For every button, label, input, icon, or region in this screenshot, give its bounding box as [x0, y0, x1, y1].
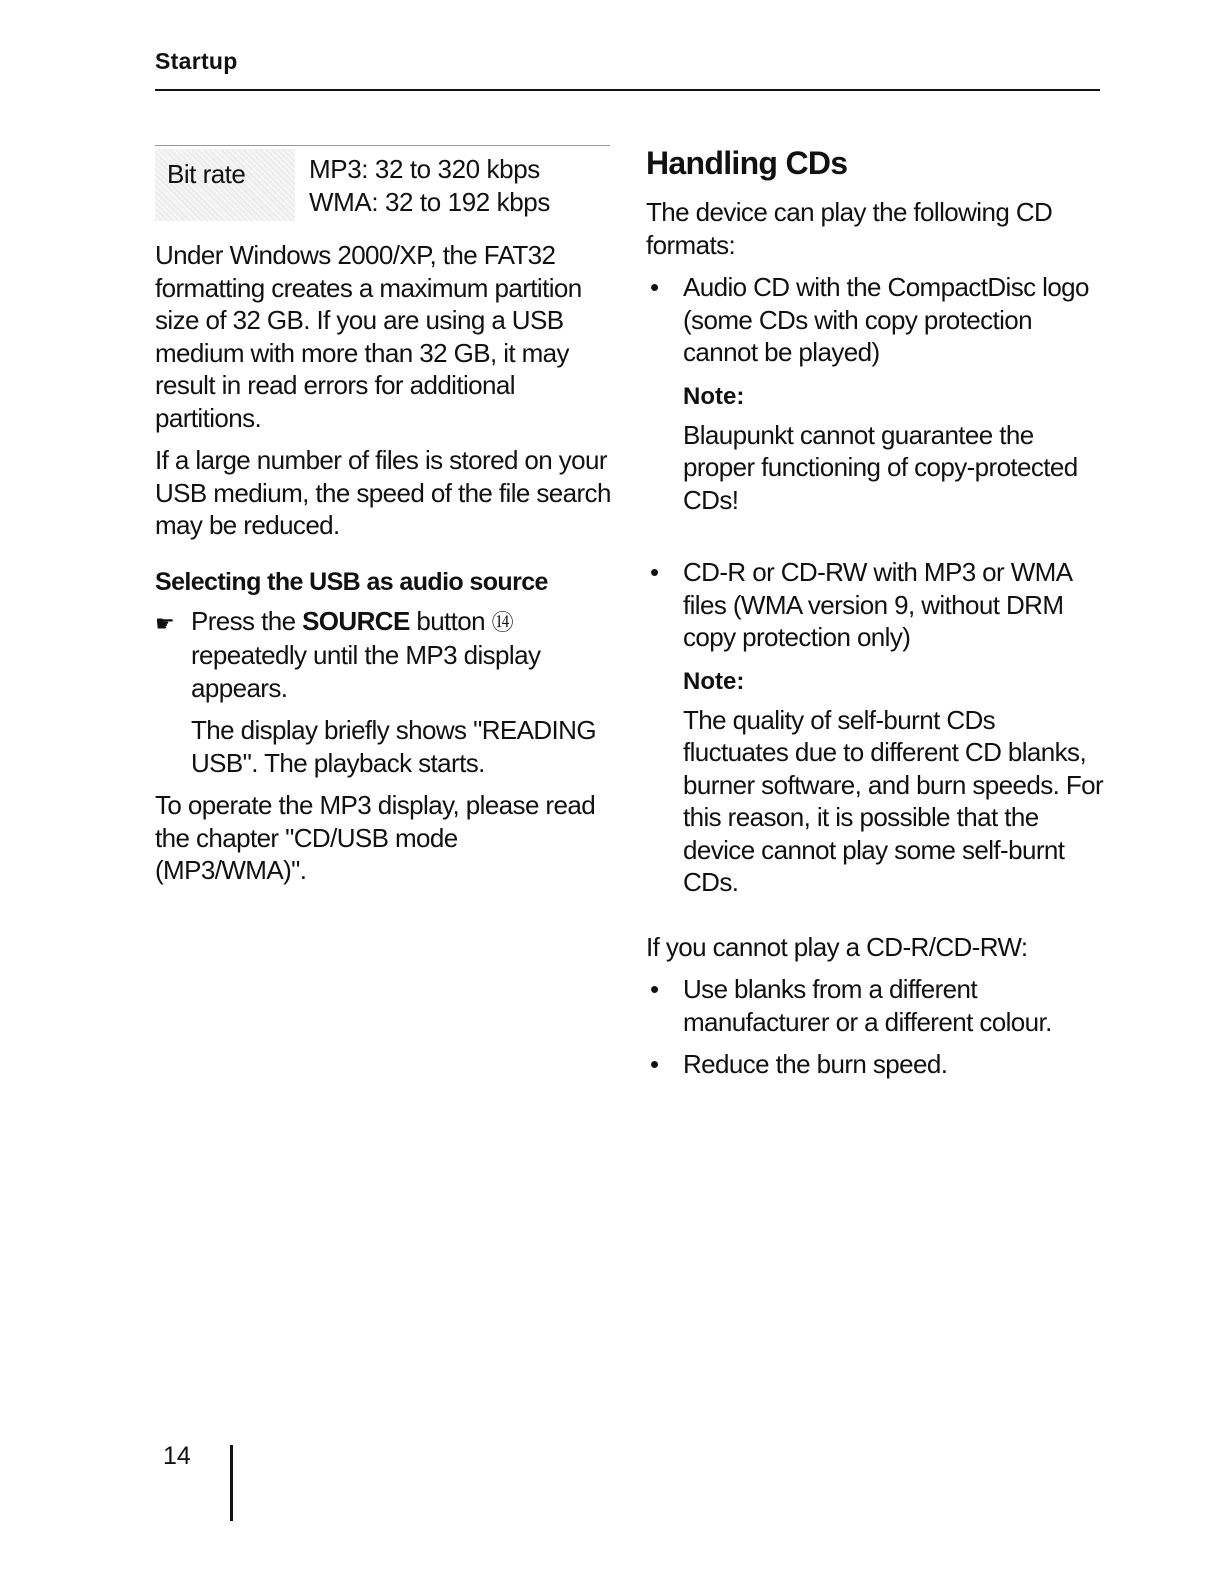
source-button-label: SOURCE [302, 605, 410, 636]
file-search-paragraph: If a large number of files is stored on your USB medium, the speed of the file search may be reduced. [155, 445, 611, 540]
bullet-icon: • [650, 974, 659, 1004]
pointing-hand-icon: ☛ [155, 610, 175, 636]
note-title: Note: [683, 667, 745, 695]
note-title: Note: [683, 382, 745, 410]
bitrate-values [309, 153, 550, 219]
bitrate-label-cell [155, 149, 295, 221]
handling-cds-heading: Handling CDs [646, 145, 848, 181]
action-prefix: Press the [191, 605, 296, 636]
usb-source-subheading: Selecting the USB as audio source [155, 567, 548, 596]
action-result: The display briefly shows "READING USB". The playback starts. [191, 715, 596, 778]
formats-intro: The device can play the following CD formats: [646, 197, 1053, 260]
audio-cd-item: Audio CD with the CompactDisc logo (some CDs with copy protection cannot be played) [683, 272, 1089, 367]
if-cannot-play: If you cannot play a CD-R/CD-RW: [646, 931, 1028, 962]
note-text: The quality of self-burnt CDs fluctuates due to different CD blanks, burner software, and burn speeds. For this reason, it is possible that the device cannot play some self-burnt CDs. [683, 704, 1104, 897]
section-title: Startup [155, 48, 238, 74]
control-number-14: ⑭ [491, 609, 514, 635]
page-number: 14 [163, 1442, 191, 1470]
list-item [646, 271, 1104, 369]
action-step [155, 605, 615, 705]
page-number-rule [230, 1445, 233, 1521]
bitrate-label: Bit rate [167, 159, 246, 189]
bitrate-mp3: MP3: 32 to 320 kbps [309, 154, 540, 184]
cdr-item: CD-R or CD-RW with MP3 or WMA files (WMA version 9, without DRM copy protection only) [683, 557, 1072, 652]
tip-blanks: Use blanks from a different manufacturer or a different colour. [683, 974, 1052, 1037]
fat32-paragraph: Under Windows 2000/XP, the FAT32 formatting creates a maximum partition size of 32 GB. If you are using a USB medium with more than 32 GB, it may result in read errors for additional partitions. [155, 240, 582, 433]
bullet-icon: • [650, 557, 659, 587]
bullet-icon: • [650, 272, 659, 302]
note-text: Blaupunkt cannot guarantee the proper functioning of copy-protected CDs! [683, 419, 1078, 515]
action-suffix: repeatedly until the MP3 display appears. [191, 640, 541, 703]
list-item [646, 556, 1104, 654]
list-item [646, 973, 1104, 1038]
spacer [646, 516, 1104, 556]
left-column [155, 145, 615, 897]
right-column [646, 145, 1104, 1091]
mp3-display-paragraph: To operate the MP3 display, please read the chapter "CD/USB mode (MP3/WMA)". [155, 790, 596, 885]
table-top-rule [155, 145, 610, 146]
bitrate-wma: WMA: 32 to 192 kbps [309, 187, 550, 217]
spacer [646, 899, 1104, 931]
header-rule [155, 89, 1100, 91]
bullet-icon: • [650, 1049, 659, 1079]
list-item [646, 1048, 1104, 1081]
tip-burn-speed: Reduce the burn speed. [683, 1049, 948, 1079]
page-header [155, 48, 1100, 75]
bitrate-table [155, 145, 615, 225]
action-middle: button [416, 605, 486, 636]
